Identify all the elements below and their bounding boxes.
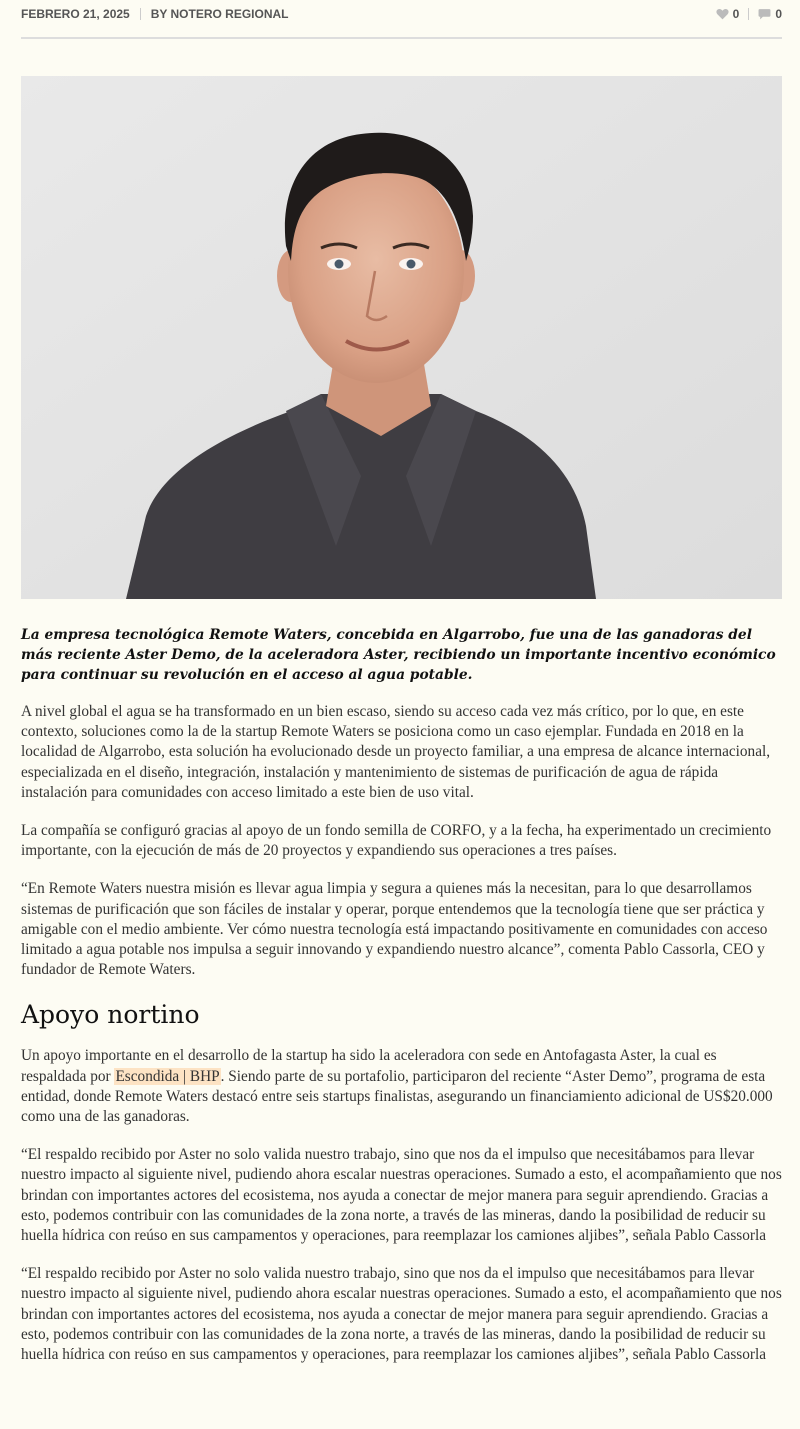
meta-divider (140, 8, 141, 20)
portrait-photo (21, 76, 782, 599)
featured-image (21, 76, 782, 599)
heart-icon (716, 8, 729, 20)
post-date: FEBRERO 21, 2025 (21, 7, 130, 21)
article-paragraph: “En Remote Waters nuestra misión es llevar agua limpia y segura a quienes más la necesitan, para lo que desarrollamos sistemas de purificación que son fáciles de instalar y operar, porque entendemos que la tecnología tiene que ser práctica y amigable con el medio ambiente. Ver cómo nuestra tecnología está impactando positivamente en comunidades con acceso limitado a agua potable nos impulsa a seguir innovando y expandiendo nuestro alcance”, comenta Pablo Cassorla, CEO y fundador de Remote Waters. (21, 880, 768, 979)
comment-icon (758, 8, 771, 20)
article-lead: La empresa tecnológica Remote Waters, concebida en Algarrobo, fue una de las ganadoras del más reciente Aster Demo, de la aceleradora Aster, recibiendo un importante incentivo económico para continuar su revolución en el acceso al agua potable. (21, 627, 776, 683)
comments-link[interactable] (758, 7, 782, 21)
post-meta-bar (21, 0, 782, 39)
section-heading: Apoyo nortino (21, 1000, 200, 1030)
article-paragraph (21, 1046, 783, 1127)
escondida-bhp-link[interactable]: Escondida | BHP (115, 1067, 220, 1085)
article-body (21, 625, 783, 1383)
post-stats (716, 7, 782, 21)
post-author[interactable]: BY NOTERO REGIONAL (150, 7, 289, 21)
stat-divider (748, 8, 749, 20)
paragraph-text: . Siendo parte de su portafolio, participaron del reciente “Aster Demo”, programa de esta entidad, donde Remote Waters destacó entre seis startups finalistas, asegurando un financiamiento adicional de US$20.000 como una de las ganadoras. (21, 1067, 773, 1126)
like-button[interactable] (716, 7, 740, 21)
article-paragraph: La compañía se configuró gracias al apoyo de un fondo semilla de CORFO, y a la fecha, ha experimentado un crecimiento importante, con la ejecución de más de 20 proyectos y expandiendo sus operaciones a tres países. (21, 822, 772, 860)
paragraph-text: Un apoyo importante en el desarrollo de la startup ha sido la aceleradora con sede en Antofagasta Aster, la cual es respaldada por (21, 1047, 717, 1085)
post-meta-left (21, 7, 289, 21)
comment-count: 0 (775, 7, 782, 21)
article-paragraph: “El respaldo recibido por Aster no solo valida nuestro trabajo, sino que nos da el impulso que necesitábamos para llevar nuestro impacto al siguiente nivel, pudiendo ahora escalar nuestras operaciones. Sumado a esto, el acompañamiento que nos brindan con importantes actores del ecosistema, nos ayuda a conectar de mejor manera para seguir aprendiendo. Gracias a esto, podemos contribuir con las comunidades de la zona norte, a través de las mineras, dando la posibilidad de reducir su huella hídrica con reúso en sus campamentos y operaciones, para reemplazar los camiones aljibes”, señala Pablo Cassorla (21, 1146, 782, 1245)
article-paragraph: “El respaldo recibido por Aster no solo valida nuestro trabajo, sino que nos da el impulso que necesitábamos para llevar nuestro impacto al siguiente nivel, pudiendo ahora escalar nuestras operaciones. Sumado a esto, el acompañamiento que nos brindan con importantes actores del ecosistema, nos ayuda a conectar de mejor manera para seguir aprendiendo. Gracias a esto, podemos contribuir con las comunidades de la zona norte, a través de las mineras, dando la posibilidad de reducir su huella hídrica con reúso en sus campamentos y operaciones, para reemplazar los camiones aljibes”, señala Pablo Cassorla (21, 1265, 782, 1364)
article-paragraph: A nivel global el agua se ha transformado en un bien escaso, siendo su acceso cada vez más crítico, por lo que, en este contexto, soluciones como la de la startup Remote Waters se posiciona como un caso ejemplar. Fundada en 2018 en la localidad de Algarrobo, esta solución ha evolucionado desde un proyecto familiar, a una empresa de alcance internacional, especializada en el diseño, integración, instalación y mantenimiento de sistemas de purificación de agua de rápida instalación para comunidades con acceso limitado a este bien de uso vital. (21, 703, 771, 801)
like-count: 0 (732, 7, 740, 21)
